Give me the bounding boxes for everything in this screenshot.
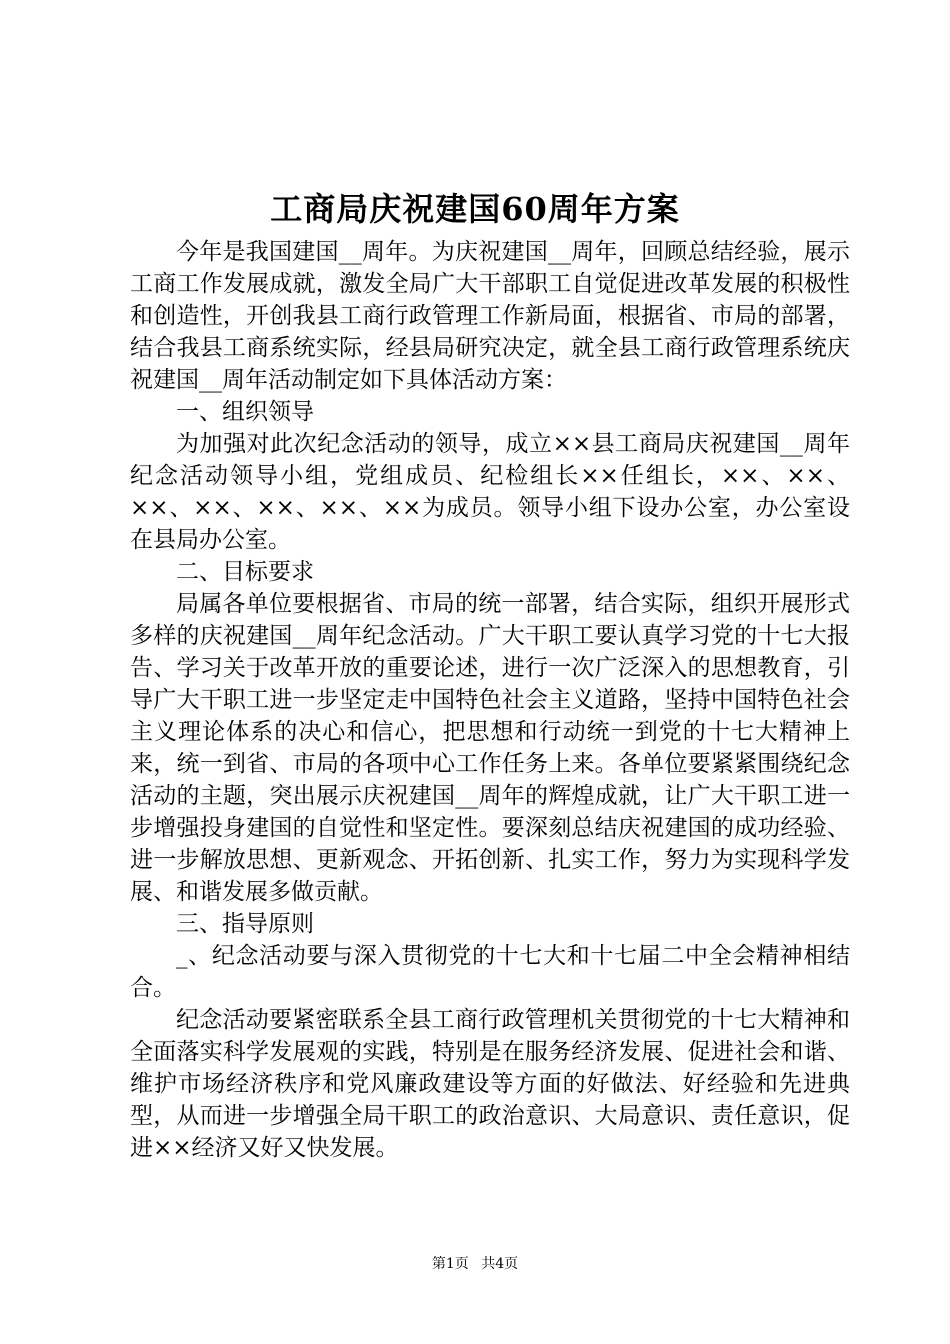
document-title: 工商局庆祝建国60周年方案 bbox=[270, 190, 680, 228]
page-total: 共4页 bbox=[481, 1256, 519, 1272]
section-heading-principles: 三、指导原则 bbox=[176, 911, 314, 937]
paragraph-goals: 局属各单位要根据省、市局的统一部署，结合实际，组织开展形式多样的庆祝建国__周年纪念活动。广大干职工要认真学习党的十七大报告、学习关于改革开放的重要论述，进行一次广泛深入的思想教育，引导广大干职工进一步坚定走中国特色社会主义道路，坚持中国特色社会主义理论体系的决心和信心，把思想和行动统一到党的十七大精神上来，统一到省、市局的各项中心工作任务上来。各单位要紧紧围绕纪念活动的主题，突出展示庆祝建国__周年的辉煌成就，让广大干职工进一步增强投身建国的自觉性和坚定性。要深刻总结庆祝建国的成功经验、进一步解放思想、更新观念、开拓创新、扎实工作，努力为实现科学发展、和谐发展多做贡献。 bbox=[130, 591, 850, 905]
section-heading-organization: 一、组织领导 bbox=[176, 399, 314, 425]
document-body bbox=[130, 236, 850, 1164]
paragraph-principle-1: _、纪念活动要与深入贯彻党的十七大和十七届二中全会精神相结合。 bbox=[130, 943, 850, 1001]
paragraph-organization: 为加强对此次纪念活动的领导，成立××县工商局庆祝建国__周年纪念活动领导小组，党组成员、纪检组长××任组长，××、××、××、××、××、××、××为成员。领导小组下设办公室，办公室设在县局办公室。 bbox=[130, 431, 850, 553]
page-footer bbox=[0, 1254, 950, 1274]
section-heading-goals: 二、目标要求 bbox=[176, 559, 314, 585]
page-number: 第1页 bbox=[431, 1256, 469, 1272]
paragraph-intro: 今年是我国建国__周年。为庆祝建国__周年，回顾总结经验，展示工商工作发展成就，激发全局广大干部职工自觉促进改革发展的积极性和创造性，开创我县工商行政管理工作新局面，根据省、市局的部署，结合我县工商系统实际，经县局研究决定，就全县工商行政管理系统庆祝建国__周年活动制定如下具体活动方案： bbox=[130, 239, 850, 393]
paragraph-principle-detail: 纪念活动要紧密联系全县工商行政管理机关贯彻党的十七大精神和全面落实科学发展观的实践，特别是在服务经济发展、促进社会和谐、维护市场经济秩序和党风廉政建设等方面的好做法、好经验和先进典型，从而进一步增强全局干职工的政治意识、大局意识、责任意识，促进××经济又好又快发展。 bbox=[130, 1007, 850, 1161]
